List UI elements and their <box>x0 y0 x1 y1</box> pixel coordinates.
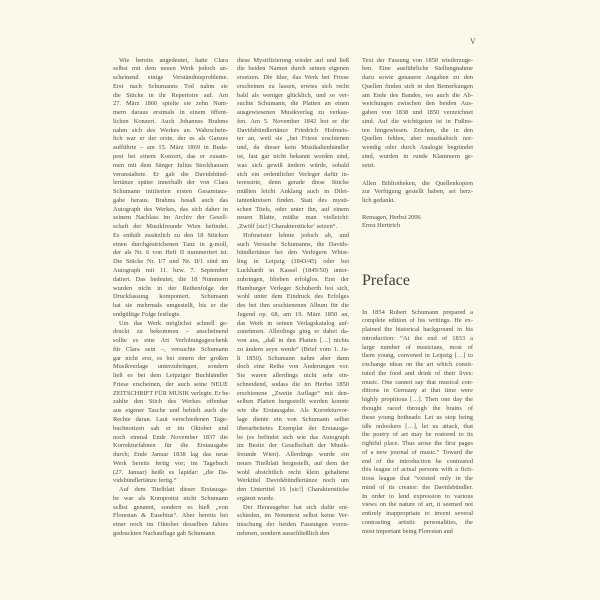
text-line: Es enthält zusätzlich zu den 18 Stücken <box>113 231 228 239</box>
text-line: erscheinen zu lassen, erwies sich recht <box>237 82 349 90</box>
text-line: doch eine Reihe von Änderungen vor. <box>237 363 349 371</box>
text-line: them young, convened in Leipzig […] to <box>362 352 473 360</box>
text-line: wohl absichtlich recht klein gehaltene <box>237 468 349 476</box>
text-line: men mit dem Sänger Julius Stockhausen <box>113 161 228 169</box>
text-line: aus eigener Tasche und behielt auch die <box>113 407 228 415</box>
text-line: rightful place. Thus arose the first pages <box>362 440 473 448</box>
text-line: In 1854 Robert Schumann prepared a <box>362 308 473 316</box>
text-line: mern daraus erstmals in einem öffent- <box>113 109 228 117</box>
text-line: wie die Erstausgabe. Als Korrekturvor- <box>237 407 349 415</box>
text-line: weichungen zwischen den beiden Aus- <box>362 100 473 108</box>
text-line: zubringen, blieben erfolglos. Erst der <box>237 275 349 283</box>
text-line: am Ende des Bandes, wo auch die Ab- <box>362 91 473 99</box>
text-line: Schumann initiierten ersten Gesamtaus- <box>113 188 228 196</box>
text-line: ten hingewiesen. Zeichen, die in den <box>362 126 473 134</box>
text-line: im Besitz der Gesellschaft der Musik- <box>237 442 349 450</box>
text-line: end of the introduction he contrasted <box>362 457 473 465</box>
text-line: selbst mit dem neuen Werk jedoch an- <box>113 65 228 73</box>
text-line: scheinend einige Verständnisprobleme. <box>113 74 228 82</box>
text-line: dazu sowie genauere Angaben zu den <box>362 74 473 82</box>
text-line: of a new journal of music.” Toward the <box>362 448 473 456</box>
text-line: Quellen finden sich in den Bemerkungen <box>362 82 473 90</box>
text-line: idle onlookers […], let us attack, that <box>362 422 473 430</box>
text-line: Um das Werk möglichst schnell ge- <box>119 319 228 327</box>
text-line: ließ es bei dem Leipziger Buchhändler <box>113 372 228 380</box>
text-line: In order to lend expression to various <box>362 492 473 500</box>
text-line: neues Titelblatt hergestellt, auf dem der <box>237 459 349 467</box>
text-line: ergänzt wurde. <box>237 494 275 502</box>
text-line: gedruckten Nachauflage gab Schumann <box>113 529 215 537</box>
text-line: tuted the food and drink of their lives: <box>362 369 473 377</box>
text-line: lertänze später innerhalb der von Clara <box>113 179 228 187</box>
text-line: be (es befindet sich wie das Autograph <box>237 433 349 441</box>
text-line: Autograph des Werkes, das sich daher in <box>113 205 228 213</box>
text-line: seinem Nachlass im Archiv der Gesell- <box>113 214 228 222</box>
text-line: schieden, im Notentext selbst keine Ver- <box>237 512 349 520</box>
text-line: Florestan & Eusebius“. Aber bereits bei <box>113 512 228 520</box>
text-line: die beiden Namen durch seinen eigenen <box>237 65 349 73</box>
text-line: Davidsbündlertänze Friedrich Hofmeis- <box>237 126 349 134</box>
text-line: ‚Zwölf [sic!] Charakterstücke‘ setzen“. <box>237 223 338 231</box>
text-line: sind, wurden in runde Klammern ge- <box>362 153 473 161</box>
text-line: zur Verfügung gestellt haben, sei herz- <box>362 188 473 196</box>
text-line: sich ein ordentlicher Verleger dafür in- <box>237 170 349 178</box>
text-line: vidsbündlertänze fertig.“ <box>113 477 177 485</box>
text-line: Allen Bibliotheken, die Quellenkopien <box>362 179 473 187</box>
text-line: Rechte daran. Laut verschiedenen Tage- <box>113 415 228 423</box>
text-line: ZEITSCHRIFT FÜR MUSIK verlegte. Er be- <box>113 389 231 397</box>
text-line: das Werk in seinen Verlagskatalog auf- <box>237 319 349 327</box>
text-line: selben Platten hergestellt werden konnte <box>237 398 349 406</box>
text-line: sind. Auf die wichtigsten ist in Fußno- <box>362 117 473 125</box>
text-line: views on the nature of art, it seemed not <box>362 501 473 509</box>
text-line: müßten leicht Anklang auch in Dilet- <box>237 188 349 196</box>
text-line: nahm sich des Werkes an. Wahrschein- <box>113 126 228 134</box>
text-line: entirely inappropriate to invent several <box>362 510 473 518</box>
text-line: Werktitel Davidsbündlertänze noch um <box>237 477 349 485</box>
text-line: diese Mystifizierung wieder auf und ließ <box>237 56 349 64</box>
text-line: Werk bereits fertig vor; im Tagebuch <box>113 459 228 467</box>
text-line: ling in Leipzig (1843/45) oder bei <box>237 258 349 266</box>
text-line: Autograph mit 11. bzw. 7. September <box>113 266 228 274</box>
text-line: Quellen fehlen, aber musikalisch not- <box>362 135 473 143</box>
text-line: zunehmen. Allerdings ging er dabei da- <box>237 328 349 336</box>
text-line: schneidend, sodass die im Herbst 1850 <box>237 380 349 388</box>
text-line: Druckfassung komponiert. Schumann <box>113 293 228 301</box>
preface-heading: Preface <box>362 272 410 289</box>
text-line: plained the historical background in his <box>362 326 473 334</box>
german-column-2 <box>237 57 349 539</box>
text-line: ben. Eine ausführliche Stellungnahme <box>362 65 473 73</box>
text-line: freunde Wien). Allerdings wurde ein <box>237 451 349 459</box>
text-line: music. One cannot say that musical con- <box>362 378 473 386</box>
place-date: Remagen, Herbst 2006 <box>362 213 421 221</box>
text-line: buchnotizen sah er im Oktober und <box>113 424 228 432</box>
text-line: ersetzen. Die Idee, das Werk bei Friese <box>237 74 349 82</box>
text-line: contrasting artistic personalities, the <box>362 518 473 526</box>
text-line: bald als weniger glücklich, und so ver- <box>237 91 349 99</box>
text-line: setzt. <box>362 161 376 169</box>
text-line: erschienene „Zweite Auflage“ mit den- <box>237 389 349 397</box>
text-line: complete edition of his writings. He ex- <box>362 317 473 325</box>
text-line: Korrekturfahnen für die Erstausgabe <box>113 442 228 450</box>
text-line: this league of actual persons with a ficti- <box>362 466 473 474</box>
english-preface-text <box>362 309 473 537</box>
text-line: die Stücke in ihr Repertoire auf. Am <box>113 91 228 99</box>
text-line: der als Nr. 6 von Heft II nummeriert ist. <box>113 249 228 257</box>
text-line: lage diente ein von Schumann selbst <box>237 415 349 423</box>
german-column-3 <box>362 57 473 206</box>
text-line: sollte es eine Art Verlobungsgeschenk <box>113 337 228 345</box>
text-line: highly propitious […]. Then one day the <box>362 396 473 404</box>
text-line: von aus, „daß in den Platten […] nichts <box>237 337 349 345</box>
german-column-1 <box>113 56 231 539</box>
text-line: zahlte den Stich des Werkes offenbar <box>113 398 228 406</box>
text-line: veranstaltete. Er gab die Davidsbünd- <box>113 170 228 178</box>
text-line: mischung der beiden Fassungen vorzu- <box>237 521 349 529</box>
text-line: lich gedankt. <box>362 197 396 205</box>
text-line: (27. Januar) heißt es lapidar: „die Da- <box>113 468 228 476</box>
text-line: Hamburger Verleger Schuberth bot sich, <box>237 284 349 292</box>
text-line: auch Versuche Schumanns, die Davids- <box>237 240 349 248</box>
text-line: druckt zu bekommen – anscheinend <box>113 328 228 336</box>
text-line: Jugend op. 68, am 19. März 1850 an, <box>237 310 349 318</box>
text-line: schen Titels, oder unter ihn, auf einem <box>237 205 349 213</box>
text-line: ditions in Germany at that time were <box>362 387 473 395</box>
text-line: gar nicht erst, es bei einem der großen <box>113 354 228 362</box>
text-line: Der Herausgeber hat sich dafür ent- <box>243 503 349 511</box>
text-line: Hofmeister lehnte jedoch ab, und <box>243 231 349 239</box>
text-line: be war als Komponist nicht Schumann <box>113 494 228 502</box>
text-line: selbst genannt, sondern es hieß „von <box>113 503 228 511</box>
text-line: exchange ideas on the art which consti- <box>362 361 473 369</box>
text-line: thought raced through the brains of <box>362 405 473 413</box>
text-line: Friese erscheinen, der auch seine NEUE <box>113 380 228 388</box>
text-line: introduction: “At the end of 1833 a <box>362 334 473 342</box>
text-line: Text der Fassung von 1850 wiederzuge- <box>362 56 473 64</box>
text-line: tious league that “existed only in the <box>362 475 473 483</box>
page-number: V <box>470 37 476 46</box>
text-line: Luckhardt in Kassel (1849/50) unter- <box>237 266 349 274</box>
text-line: was sich gewiß ändern würde, sobald <box>237 161 349 169</box>
text-line: wohl unter dem Eindruck des Erfolges <box>237 293 349 301</box>
text-line: datiert. Das bedeutet, die 18 Nummern <box>113 275 228 283</box>
text-line: Wie bereits angedeutet, hatte Clara <box>119 56 228 64</box>
text-line: den Untertitel 16 [sic!] Charakterstücke <box>237 486 349 494</box>
text-line: li 1850). Schumann nahm aber dann <box>237 354 349 362</box>
text-line: lichen Konzert. Auch Johannes Brahms <box>113 117 228 125</box>
text-line: the poetry of art may be restored to its <box>362 431 473 439</box>
text-line: lich war er der erste, der es als Ganzes <box>113 135 228 143</box>
text-line: Sie waren allerdings nicht sehr ein- <box>237 372 349 380</box>
text-line: bündlertänze bei den Verlegern Whist- <box>237 249 349 257</box>
text-line: Musikverlage unterzubringen, sondern <box>113 363 228 371</box>
text-line: wurden nicht in der Reihenfolge der <box>113 284 228 292</box>
text-line: wendig oder durch Analogie begründet <box>362 144 473 152</box>
text-line: pest bei einem Konzert, das er zusam- <box>113 153 228 161</box>
author-name: Ernst Herttrich <box>362 222 401 230</box>
text-line: einer noch im Oktober desselben Jahres <box>113 521 228 529</box>
text-line: ter an, weil sie „bei Friese erschienen <box>237 135 349 143</box>
text-line: most important being Florestan and <box>362 527 453 535</box>
text-line: ausgewiesenen Musikverlag zu verkau- <box>237 109 349 117</box>
text-line: des bei ihm erschienenen Album für die <box>237 302 349 310</box>
text-line: überarbeitetes Exemplar der Erstausga- <box>237 424 349 432</box>
text-line: einen durchgestrichenen Tanz in g-moll, <box>113 240 228 248</box>
text-line: tantenkreisen finden. Statt des mysti- <box>237 196 349 204</box>
text-line: noch einmal Ende November 1837 die <box>113 433 228 441</box>
text-line: Auf dem Titelblatt dieser Erstausga- <box>119 486 228 494</box>
text-line: schaft der Musikfreunde Wien befindet. <box>113 223 228 231</box>
text-line: Erst nach Schumanns Tod nahm sie <box>113 82 228 90</box>
text-line: these young hotheads: Let us stop being <box>362 413 473 421</box>
text-line: mind of its creator: the Davidsbündler. <box>362 483 473 491</box>
text-line: zu ändern seyn werde“ (Brief vom 1. Ju- <box>237 345 349 353</box>
text-line: endgültige Folge festlegte. <box>113 310 181 318</box>
text-line: fen. Am 5. November 1842 bot er die <box>237 117 349 125</box>
text-line: aufführte – am 15. März 1869 in Buda- <box>113 144 228 152</box>
text-line: und, da dieser kein Musikalienhändler <box>237 144 349 152</box>
text-line: hat sie mehrmals umgestellt, bis er die <box>113 302 228 310</box>
text-line: neuen Blatte, müßte man vielleicht: <box>237 214 349 222</box>
text-line: gaben von 1838 und 1850 verzeichnet <box>362 109 473 117</box>
text-line: teressirte, denn gerade diese Stücke <box>237 179 349 187</box>
text-line: large number of musicians, most of <box>362 343 473 351</box>
text-line: für Clara sein –, versuchte Schumann <box>113 345 228 353</box>
text-line: nehmen, sondern ausschließlich den <box>237 529 330 537</box>
text-line: 27. März 1860 spielte sie zehn Num- <box>113 100 228 108</box>
text-line: ist, fast gar nicht bekannt worden sind, <box>237 153 349 161</box>
signature-block <box>362 214 473 232</box>
text-line: Die Stücke Nr. I/7 und Nr. II/1 sind im <box>113 258 228 266</box>
text-line: durch; Ende Januar 1838 lag das neue <box>113 451 228 459</box>
text-line: suchte Schumann, die Platten an einen <box>237 100 349 108</box>
text-line: gabe heraus. Brahms besaß auch das <box>113 196 228 204</box>
